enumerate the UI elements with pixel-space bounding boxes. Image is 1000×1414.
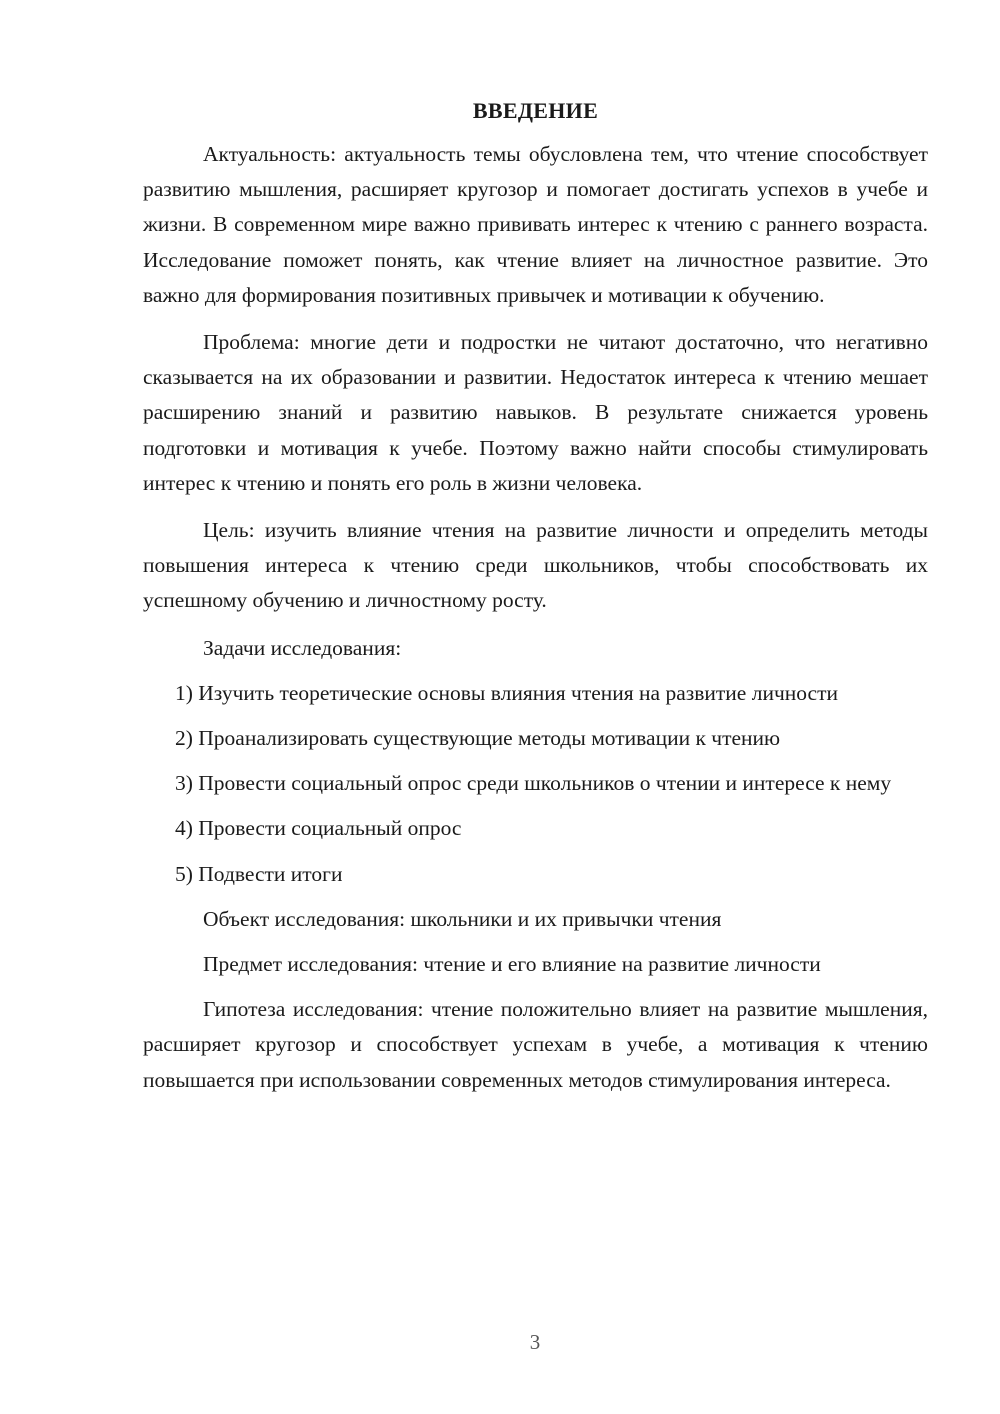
problem-paragraph: Проблема: многие дети и подростки не читают достаточно, что негативно сказывается на их образовании и развитии. Недостаток интереса к чтению мешает расширению знаний и развитию навыков. В результате снижается уровень подготовки и мотивация к учебе. Поэтому важно найти способы стимулировать интерес к чтению и понять его роль в жизни человека.: [143, 330, 928, 495]
task-item-4: 4) Провести социальный опрос: [175, 816, 462, 841]
task-item-1: 1) Изучить теоретические основы влияния чтения на развитие личности: [175, 680, 839, 705]
document-page: [143, 95, 928, 1098]
research-object: Объект исследования: школьники и их привычки чтения: [203, 906, 722, 931]
goal-paragraph: Цель: изучить влияние чтения на развитие личности и определить методы повышения интереса к чтению среди школьников, чтобы способствовать их успешному обучению и личностному росту.: [143, 518, 928, 613]
task-item-3: 3) Провести социальный опрос среди школьников о чтении и интересе к нему: [175, 771, 892, 796]
page-number: 3: [529, 1330, 541, 1354]
research-subject: Предмет исследования: чтение и его влияние на развитие личности: [203, 952, 821, 977]
page-title: ВВЕДЕНИЕ: [472, 98, 599, 123]
relevance-paragraph: Актуальность: актуальность темы обусловлена тем, что чтение способствует развитию мышления, расширяет кругозор и помогает достигать успехов в учебе и жизни. В современном мире важно прививать интерес к чтению с раннего возраста. Исследование поможет понять, как чтение влияет на личностное развитие. Это важно для формирования позитивных привычек и мотивации к обучению.: [143, 142, 928, 307]
research-hypothesis: Гипотеза исследования: чтение положительно влияет на развитие мышления, расширяет кругозор и способствует успехам в учебе, а мотивация к чтению повышается при использовании современных методов стимулирования интереса.: [143, 997, 928, 1092]
task-item-2: 2) Проанализировать существующие методы мотивации к чтению: [175, 726, 781, 751]
task-item-5: 5) Подвести итоги: [175, 861, 343, 886]
tasks-heading: Задачи исследования:: [203, 635, 402, 660]
